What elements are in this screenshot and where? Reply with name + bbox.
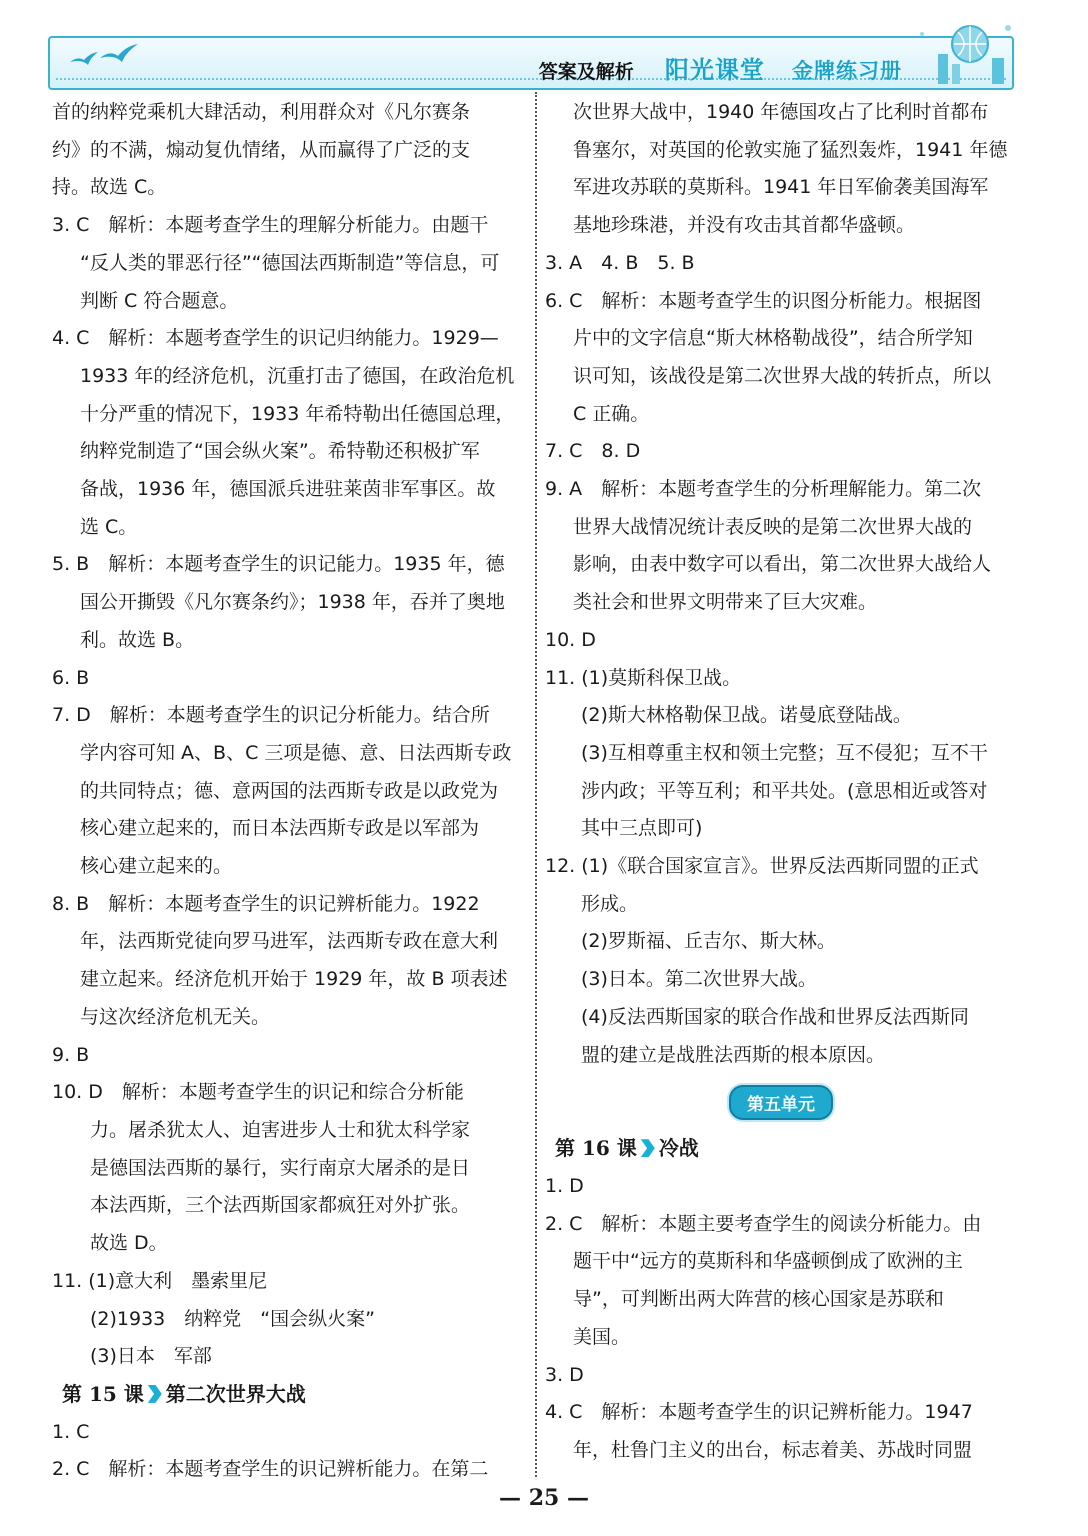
answer-9: 9. B <box>52 1043 90 1066</box>
answer-line: 本法西斯，三个法西斯国家都疯狂对外扩张。 <box>90 1194 471 1217</box>
answer-12: 12. (1)《联合国家宣言》。世界反法西斯同盟的正式 <box>545 855 979 878</box>
answer-line: 的共同特点；德、意两国的法西斯专政是以政党为 <box>80 779 499 802</box>
answer-line: 十分严重的情况下，1933 年希特勒出任德国总理， <box>80 402 515 425</box>
answer-line: (2)罗斯福、丘吉尔、斯大林。 <box>581 930 836 953</box>
header-brand-title: 阳光课堂 <box>664 55 765 84</box>
answer-line: 备战，1936 年，德国派兵进驻莱茵非军事区。故 <box>80 478 496 501</box>
answer-line: (3)互相尊重主权和领土完整；互不侵犯；互不干 <box>581 741 988 764</box>
answer-line: 世界大战情况统计表反映的是第二次世界大战的 <box>573 515 973 538</box>
answer-line: 力。屠杀犹太人、迫害进步人士和犹太科学家 <box>90 1118 471 1141</box>
answer-line: 首的纳粹党乘机大肆活动，利用群众对《凡尔赛条 <box>52 101 471 123</box>
answer-3: 3. D <box>545 1363 584 1386</box>
answer-line: 判断 C 符合题意。 <box>80 289 239 312</box>
answer-line: 故选 D。 <box>90 1232 168 1255</box>
answer-line: 核心建立起来的，而日本法西斯专政是以军部为 <box>80 817 480 840</box>
answer-line: 约》的不满，煽动复仇情绪，从而赢得了广泛的支 <box>52 138 471 161</box>
header-titles <box>539 50 902 85</box>
left-column <box>52 94 526 1489</box>
answer-line: 年，杜鲁门主义的出台，标志着美、苏战时同盟 <box>573 1438 973 1461</box>
answer-line: 影响，由表中数字可以看出，第二次世界大战给人 <box>573 553 992 576</box>
answer-1: 1. C <box>52 1420 90 1443</box>
answer-line: (2)斯大林格勒保卫战。诺曼底登陆战。 <box>581 704 912 727</box>
lesson-number: 第 16 课 <box>555 1136 637 1161</box>
answer-10: 10. D 解析：本题考查学生的识记和综合分析能 <box>52 1081 464 1104</box>
answer-line: 类社会和世界文明带来了巨大灾难。 <box>573 591 878 614</box>
answer-line: 鲁塞尔，对英国的伦敦实施了猛烈轰炸，1941 年德 <box>573 138 1008 161</box>
answer-line: 是德国法西斯的暴行，实行南京大屠杀的是日 <box>90 1156 471 1179</box>
chevron-right-icon <box>148 1385 162 1403</box>
answer-line: 利。故选 B。 <box>80 628 195 651</box>
answer-11: 11. (1)意大利 墨索里尼 <box>52 1269 268 1292</box>
header-series-title: 金牌练习册 <box>792 58 902 83</box>
answer-5: 5. B 解析：本题考查学生的识记能力。1935 年，德 <box>52 553 505 576</box>
answer-line: 次世界大战中，1940 年德国攻占了比利时首都布 <box>573 101 989 123</box>
column-divider <box>535 92 537 1477</box>
answer-line: 导”，可判断出两大阵营的核心国家是苏联和 <box>573 1288 944 1311</box>
answer-1: 1. D <box>545 1174 584 1197</box>
answer-line: 国公开撕毁《凡尔赛条约》；1938 年，吞并了奥地 <box>80 591 505 614</box>
lesson-title: 冷战 <box>658 1136 699 1161</box>
page-header <box>48 36 1014 90</box>
right-column <box>545 94 1017 1470</box>
lesson-15-heading <box>52 1376 526 1414</box>
answer-line: 年，法西斯党徒向罗马进军，法西斯专政在意大利 <box>80 930 499 953</box>
birds-icon <box>62 40 162 70</box>
answer-line: “反人类的罪恶行径”“德国法西斯制造”等信息，可 <box>80 251 500 274</box>
header-section-title: 答案及解析 <box>538 61 634 83</box>
answer-line: 基地珍珠港，并没有攻击其首都华盛顿。 <box>573 214 916 237</box>
answer-line: 核心建立起来的。 <box>80 855 233 878</box>
answer-4: 4. C 解析：本题考查学生的识记归纳能力。1929— <box>52 327 499 350</box>
answer-2: 2. C 解析：本题考查学生的识记辨析能力。在第二 <box>52 1458 489 1481</box>
answer-line: 美国。 <box>573 1325 631 1348</box>
answer-8: 8. B 解析：本题考查学生的识记辨析能力。1922 <box>52 892 480 915</box>
answer-9: 9. A 解析：本题考查学生的分析理解能力。第二次 <box>545 478 982 501</box>
answer-line: 盟的建立是战胜法西斯的根本原因。 <box>581 1043 886 1066</box>
answer-line: C 正确。 <box>573 402 650 425</box>
answer-3-5: 3. A 4. B 5. B <box>545 251 695 274</box>
answer-11: 11. (1)莫斯科保卫战。 <box>545 666 742 689</box>
answer-6: 6. C 解析：本题考查学生的识图分析能力。根据图 <box>545 289 982 312</box>
unit-banner <box>545 1074 1017 1130</box>
chevron-right-icon <box>641 1139 655 1157</box>
answer-line: (4)反法西斯国家的联合作战和世界反法西斯同 <box>581 1005 969 1028</box>
page-number: — 25 — <box>499 1485 589 1511</box>
answer-line: 纳粹党制造了“国会纵火案”。希特勒还积极扩军 <box>80 440 480 463</box>
answer-line: 选 C。 <box>80 515 138 538</box>
unit-badge: 第五单元 <box>729 1085 833 1120</box>
answer-line: 学内容可知 A、B、C 三项是德、意、日法西斯专政 <box>80 741 512 764</box>
answer-3: 3. C 解析：本题考查学生的理解分析能力。由题干 <box>52 214 489 237</box>
answer-line: 其中三点即可) <box>581 817 703 840</box>
lesson-16-heading <box>545 1130 1017 1168</box>
answer-10: 10. D <box>545 628 596 651</box>
answer-4: 4. C 解析：本题考查学生的识记辨析能力。1947 <box>545 1401 973 1424</box>
answer-line: 与这次经济危机无关。 <box>80 1005 271 1028</box>
answer-line: 军进攻苏联的莫斯科。1941 年日军偷袭美国海军 <box>573 176 989 199</box>
answer-line: (2)1933 纳粹党 “国会纵火案” <box>90 1307 375 1330</box>
answer-2: 2. C 解析：本题主要考查学生的阅读分析能力。由 <box>545 1212 982 1235</box>
answer-line: 持。故选 C。 <box>52 176 167 199</box>
answer-line: 建立起来。经济危机开始于 1929 年，故 B 项表述 <box>80 968 508 991</box>
answer-line: (3)日本。第二次世界大战。 <box>581 968 817 991</box>
answer-7-8: 7. C 8. D <box>545 440 641 463</box>
answer-line: 识可知，该战役是第二次世界大战的转折点，所以 <box>573 364 992 387</box>
globe-decoration-icon <box>908 18 1018 88</box>
answer-line: (3)日本 军部 <box>90 1345 212 1368</box>
answer-line: 片中的文字信息“斯大林格勒战役”，结合所学知 <box>573 327 973 350</box>
lesson-title: 第二次世界大战 <box>165 1381 306 1406</box>
answer-6: 6. B <box>52 666 90 689</box>
answer-line: 形成。 <box>581 892 639 915</box>
answer-7: 7. D 解析：本题考查学生的识记分析能力。结合所 <box>52 704 490 727</box>
answer-line: 涉内政；平等互利；和平共处。(意思相近或答对 <box>581 779 988 802</box>
answer-line: 1933 年的经济危机，沉重打击了德国，在政治危机 <box>80 364 515 387</box>
answer-line: 题干中“远方的莫斯科和华盛顿倒成了欧洲的主 <box>573 1250 963 1273</box>
lesson-number: 第 15 课 <box>62 1381 144 1406</box>
